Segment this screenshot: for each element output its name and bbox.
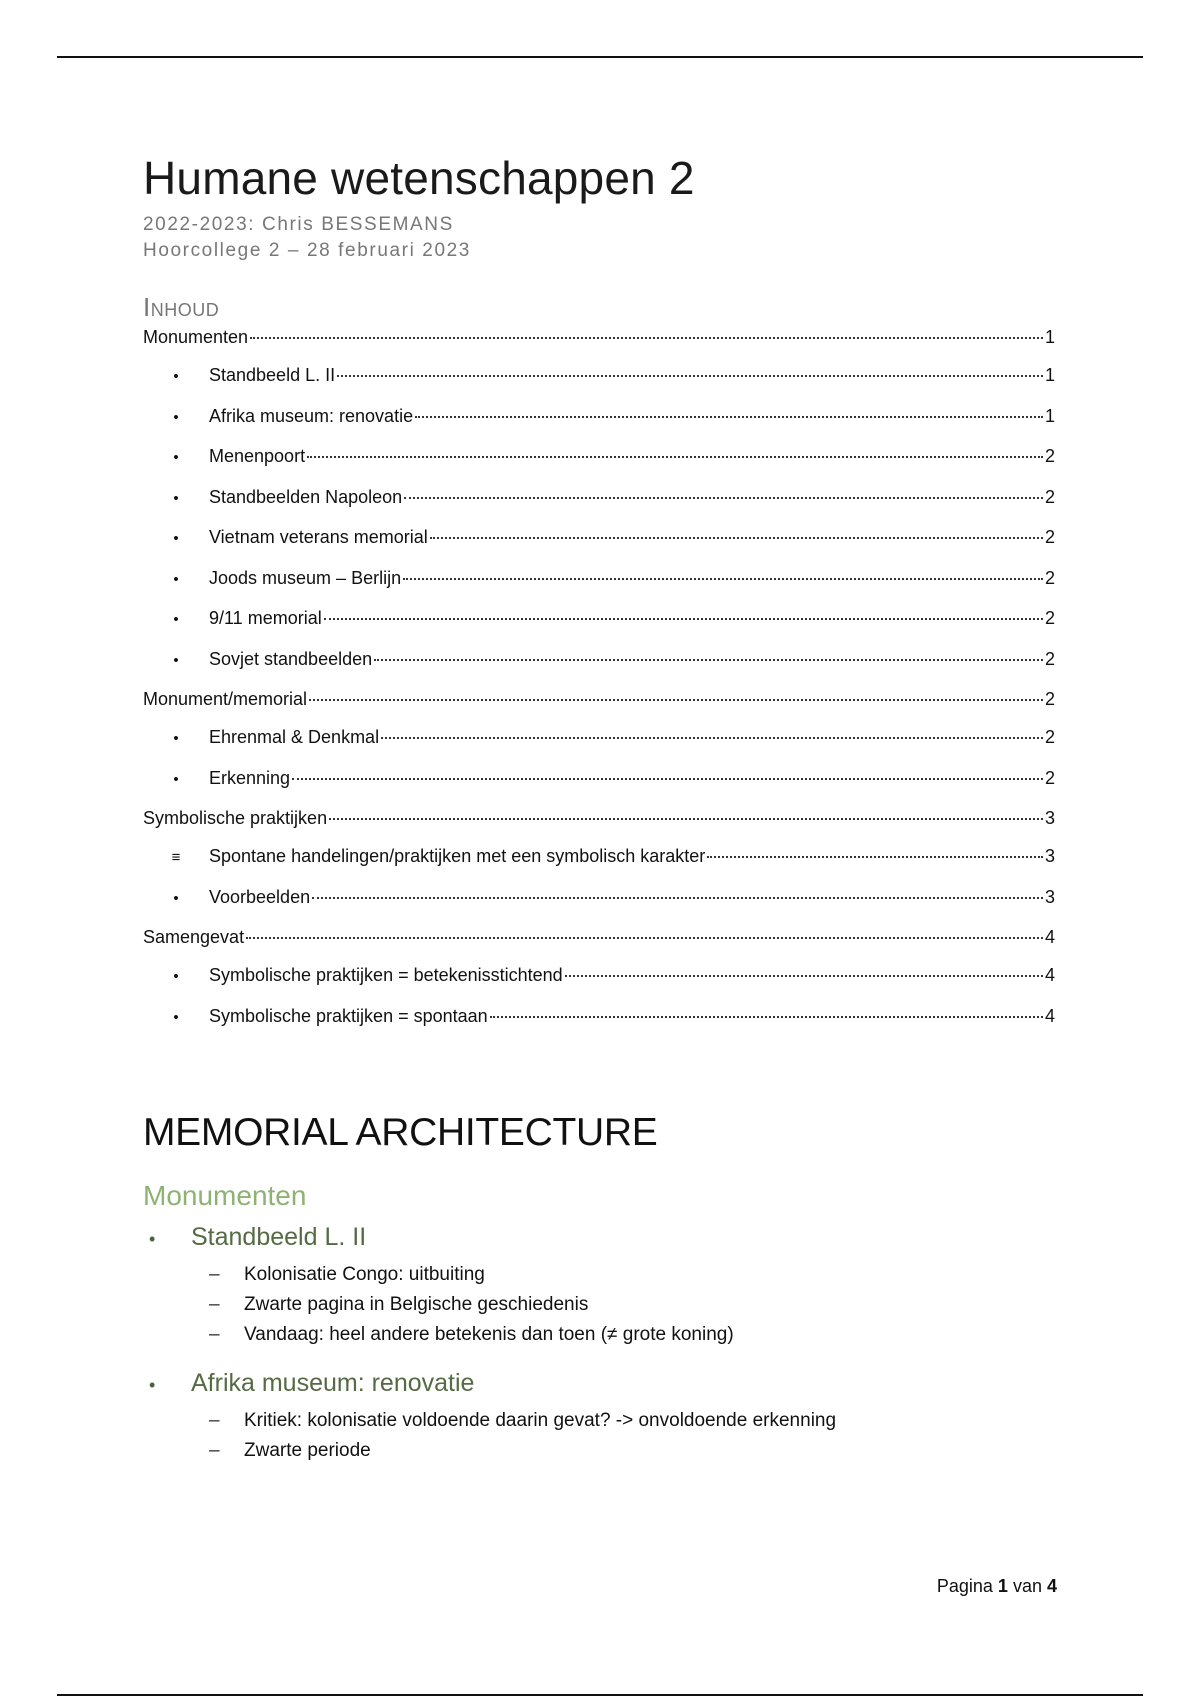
top-rule (57, 56, 1143, 58)
toc-dot-leader (307, 456, 1043, 458)
toc-entry-label: 9/11 memorial (209, 608, 322, 628)
toc-entry-label: Joods museum – Berlijn (209, 567, 402, 588)
toc-bullet-icon: • (173, 968, 179, 985)
toc-entry-label: Symbolische praktijken = betekenisstichtend (209, 965, 563, 985)
toc-dot-leader (707, 856, 1043, 858)
toc-bullet-icon: • (173, 570, 179, 588)
page-content (143, 150, 1055, 1466)
toc-entry-page: 2 (1044, 486, 1055, 507)
toc-entry[interactable] (143, 446, 1055, 487)
toc-entry-page: 3 (1044, 886, 1055, 907)
monument-points (209, 1406, 1055, 1466)
dash-icon: – (209, 1294, 220, 1315)
list-item (209, 1406, 1055, 1436)
list-item (209, 1320, 1055, 1350)
toc-entry[interactable] (143, 487, 1055, 528)
toc-bullet-icon: ≡ (171, 849, 181, 866)
toc-entry[interactable] (143, 689, 1055, 727)
toc-entry-page: 2 (1044, 648, 1055, 669)
toc-entry-label: Standbeeld L. II (209, 365, 336, 385)
monument-heading-text: Afrika museum: renovatie (191, 1369, 475, 1397)
bottom-rule (57, 1694, 1143, 1696)
toc-bullet-icon: • (173, 530, 179, 547)
monument-heading (143, 1366, 1055, 1402)
toc-entry-label: Symbolische praktijken (143, 808, 328, 828)
toc-bullet-icon: • (173, 449, 179, 466)
dash-icon: – (209, 1324, 220, 1345)
toc-bullet-icon: • (173, 611, 179, 628)
monument-heading-text: Standbeeld L. II (191, 1223, 367, 1251)
toc-dot-leader (490, 1016, 1043, 1018)
toc-bullet-icon: • (173, 730, 179, 747)
dash-icon: – (209, 1264, 220, 1285)
list-item-text: Zwarte periode (244, 1440, 371, 1461)
toc-dot-leader (381, 737, 1043, 739)
toc-entry-page: 2 (1044, 527, 1055, 547)
toc-entry-page: 2 (1044, 727, 1055, 747)
toc-entry-label: Monument/memorial (143, 689, 308, 709)
toc-entry[interactable] (143, 887, 1055, 928)
toc-entry-label: Afrika museum: renovatie (209, 405, 414, 426)
toc-dot-leader (250, 337, 1043, 339)
toc-entry-label: Voorbeelden (209, 886, 311, 907)
footer-total-pages: 4 (1046, 1576, 1057, 1596)
toc-bullet-icon: • (173, 489, 179, 507)
table-of-contents (143, 327, 1055, 1046)
toc-dot-leader (374, 659, 1043, 661)
toc-entry-page: 1 (1044, 365, 1055, 385)
toc-bullet-icon: • (173, 770, 179, 788)
toc-entry[interactable] (143, 649, 1055, 690)
toc-entry-label: Erkenning (209, 767, 291, 788)
toc-entry[interactable] (143, 1006, 1055, 1047)
toc-entry-label: Vietnam veterans memorial (209, 527, 428, 547)
toc-entry[interactable] (143, 608, 1055, 649)
toc-entry[interactable] (143, 527, 1055, 568)
toc-entry-label: Monumenten (143, 327, 249, 347)
monument-groups (143, 1220, 1055, 1466)
toc-entry-label: Menenpoort (209, 446, 306, 466)
toc-entry-label: Spontane handelingen/praktijken met een symbolisch karakter (209, 846, 706, 866)
document-title: Humane wetenschappen 2 (143, 152, 695, 204)
toc-entry[interactable] (143, 727, 1055, 768)
toc-entry[interactable] (143, 927, 1055, 965)
toc-heading: Inhoud (143, 292, 220, 322)
toc-entry[interactable] (143, 406, 1055, 447)
list-item (209, 1290, 1055, 1320)
toc-entry-page: 2 (1044, 446, 1055, 466)
toc-entry-label: Standbeelden Napoleon (209, 486, 403, 507)
toc-dot-leader (312, 897, 1043, 899)
toc-dot-leader (403, 578, 1043, 580)
toc-entry[interactable] (143, 768, 1055, 809)
toc-dot-leader (565, 975, 1043, 977)
toc-entry[interactable] (143, 846, 1055, 887)
page-footer (0, 1576, 1057, 1597)
toc-entry-page: 2 (1044, 767, 1055, 788)
toc-entry-page: 1 (1044, 327, 1055, 347)
subtitle-year-author: 2022-2023: Chris BESSEMANS (143, 214, 454, 235)
footer-middle: van (1012, 1576, 1042, 1596)
toc-entry-label: Sovjet standbeelden (209, 648, 373, 669)
toc-dot-leader (430, 537, 1043, 539)
list-item-text: Kritiek: kolonisatie voldoende daarin gevat? -> onvoldoende erkenning (244, 1410, 837, 1431)
toc-entry-page: 2 (1044, 689, 1055, 709)
toc-dot-leader (329, 818, 1043, 820)
toc-entry[interactable] (143, 808, 1055, 846)
toc-entry[interactable] (143, 568, 1055, 609)
toc-entry-page: 4 (1044, 927, 1055, 947)
toc-bullet-icon: • (173, 408, 179, 426)
toc-entry-page: 2 (1044, 567, 1055, 588)
toc-entry[interactable] (143, 365, 1055, 406)
toc-dot-leader (292, 778, 1043, 780)
list-item-text: Zwarte pagina in Belgische geschiedenis (244, 1294, 589, 1315)
toc-dot-leader (324, 618, 1043, 620)
footer-prefix: Pagina (936, 1576, 993, 1596)
subtitle-lecture-date: Hoorcollege 2 – 28 februari 2023 (143, 240, 471, 261)
list-item (209, 1436, 1055, 1466)
toc-bullet-icon: • (173, 368, 179, 385)
toc-bullet-icon: • (173, 1008, 179, 1026)
toc-entry-page: 2 (1044, 608, 1055, 628)
bullet-icon: • (149, 1375, 156, 1395)
toc-entry-label: Ehrenmal & Denkmal (209, 727, 380, 747)
toc-entry-page: 1 (1044, 405, 1055, 426)
toc-dot-leader (337, 375, 1043, 377)
toc-dot-leader (246, 937, 1043, 939)
toc-entry-page: 4 (1044, 1005, 1055, 1026)
toc-dot-leader (309, 699, 1043, 701)
toc-entry-page: 4 (1044, 965, 1055, 985)
toc-entry-label: Symbolische praktijken = spontaan (209, 1005, 488, 1026)
toc-dot-leader (404, 497, 1043, 499)
section-title: MEMORIAL ARCHITECTURE (143, 1111, 658, 1154)
dash-icon: – (209, 1440, 220, 1461)
list-item (209, 1260, 1055, 1290)
toc-entry-label: Samengevat (143, 927, 245, 947)
bullet-icon: • (149, 1229, 156, 1249)
footer-current-page: 1 (997, 1576, 1008, 1596)
list-item-text: Vandaag: heel andere betekenis dan toen (≠ grote koning) (244, 1324, 734, 1345)
toc-dot-leader (415, 416, 1043, 418)
toc-entry[interactable] (143, 327, 1055, 365)
toc-entry-page: 3 (1044, 808, 1055, 828)
toc-bullet-icon: • (173, 889, 179, 907)
monument-points (209, 1260, 1055, 1350)
monument-heading (143, 1220, 1055, 1256)
toc-entry-page: 3 (1044, 846, 1055, 866)
heading-monumenten: Monumenten (143, 1180, 307, 1211)
list-item-text: Kolonisatie Congo: uitbuiting (244, 1264, 485, 1285)
toc-entry[interactable] (143, 965, 1055, 1006)
toc-bullet-icon: • (173, 651, 179, 669)
dash-icon: – (209, 1410, 220, 1431)
